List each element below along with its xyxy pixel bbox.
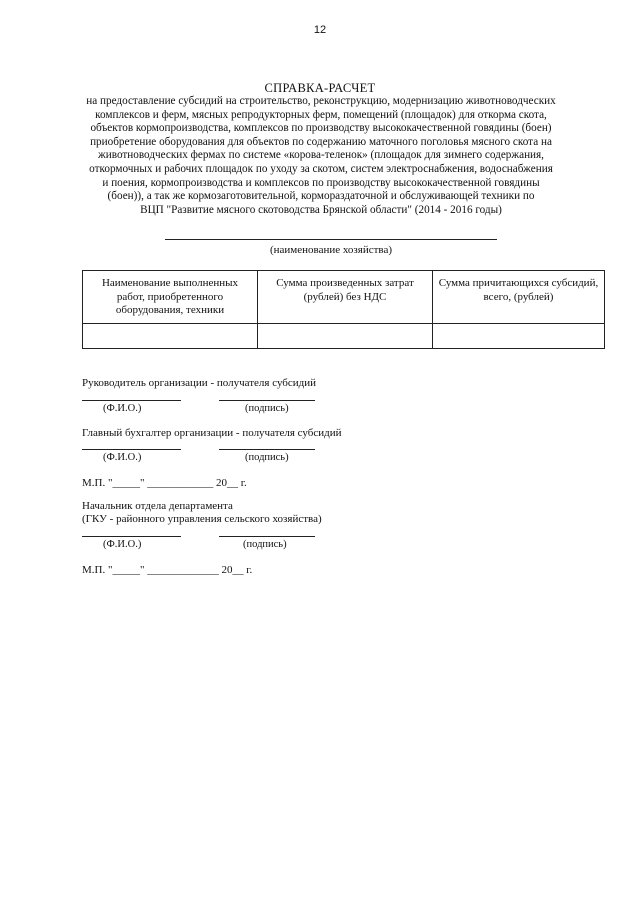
department-head-label: Начальник отдела департамента [82, 500, 233, 512]
head-fio-line[interactable] [82, 400, 181, 401]
department-sign-line[interactable] [219, 536, 315, 537]
accountant-fio-caption: (Ф.И.О.) [103, 452, 142, 463]
intro-line: объектов кормопроизводства, комплексов по производству высококачественной говядины (боен) [90, 122, 552, 135]
head-fio-caption: (Ф.И.О.) [103, 403, 142, 414]
farm-name-caption: (наименование хозяйства) [269, 244, 393, 256]
department-sign-caption: (подпись) [243, 539, 287, 550]
department-fio-line[interactable] [82, 536, 181, 537]
intro-line: животноводческих фермах по системе «корова-теленок» (площадок для зимнего содержания, [98, 149, 544, 162]
intro-line: откормочных и рабочих площадок по уходу за скотом, систем электроснабжения, водоснабжения [89, 162, 553, 175]
intro-line: ВЦП "Развитие мясного скотоводства Брянской области" (2014 - 2016 годы) [140, 203, 502, 216]
head-sign-line[interactable] [219, 400, 315, 401]
accountant-sign-line[interactable] [219, 449, 315, 450]
cell-subsidy[interactable] [433, 324, 605, 349]
header-works: Наименование выполненных работ, приобретенного оборудования, техники [83, 271, 258, 324]
head-signature-label: Руководитель организации - получателя субсидий [82, 377, 317, 389]
table-row [83, 324, 605, 349]
accountant-signature-label: Главный бухгалтер организации - получателя субсидий [82, 427, 342, 439]
cell-costs[interactable] [258, 324, 433, 349]
stamp-date-line-1: М.П. "_____" ____________ 20__ г. [82, 477, 247, 489]
document-title: СПРАВКА-РАСЧЕТ [264, 81, 376, 95]
department-fio-caption: (Ф.И.О.) [103, 539, 142, 550]
page-number: 12 [313, 24, 327, 36]
calculation-table [82, 270, 605, 349]
accountant-fio-line[interactable] [82, 449, 181, 450]
accountant-sign-caption: (подпись) [245, 452, 289, 463]
department-head-sublabel: (ГКУ - районного управления сельского хозяйства) [82, 513, 322, 525]
document-intro [72, 95, 570, 217]
intro-line: комплексов и ферм, мясных репродукторных ферм, помещений (площадок) для откорма скота, [95, 108, 547, 121]
intro-line: приобретение оборудования для объектов по содержанию маточного поголовья мясного скота на [90, 135, 552, 148]
table-header-row [83, 271, 605, 324]
head-sign-caption: (подпись) [245, 403, 289, 414]
header-costs: Сумма произведенных затрат (рублей) без НДС [258, 271, 433, 324]
intro-line: и поения, кормопроизводства и комплексов по производству высококачественной говядины [102, 176, 540, 189]
header-subsidy: Сумма причитающихся субсидий, всего, (рублей) [433, 271, 605, 324]
intro-line: (боен)), а так же кормозаготовительной, кормораздаточной и обслуживающей техники по [107, 190, 535, 203]
stamp-date-line-2: М.П. "_____" _____________ 20__ г. [82, 564, 253, 576]
intro-line: на предоставление субсидий на строительство, реконструкцию, модернизацию животноводческих [86, 95, 556, 107]
cell-works[interactable] [83, 324, 258, 349]
farm-name-line[interactable] [165, 239, 497, 240]
